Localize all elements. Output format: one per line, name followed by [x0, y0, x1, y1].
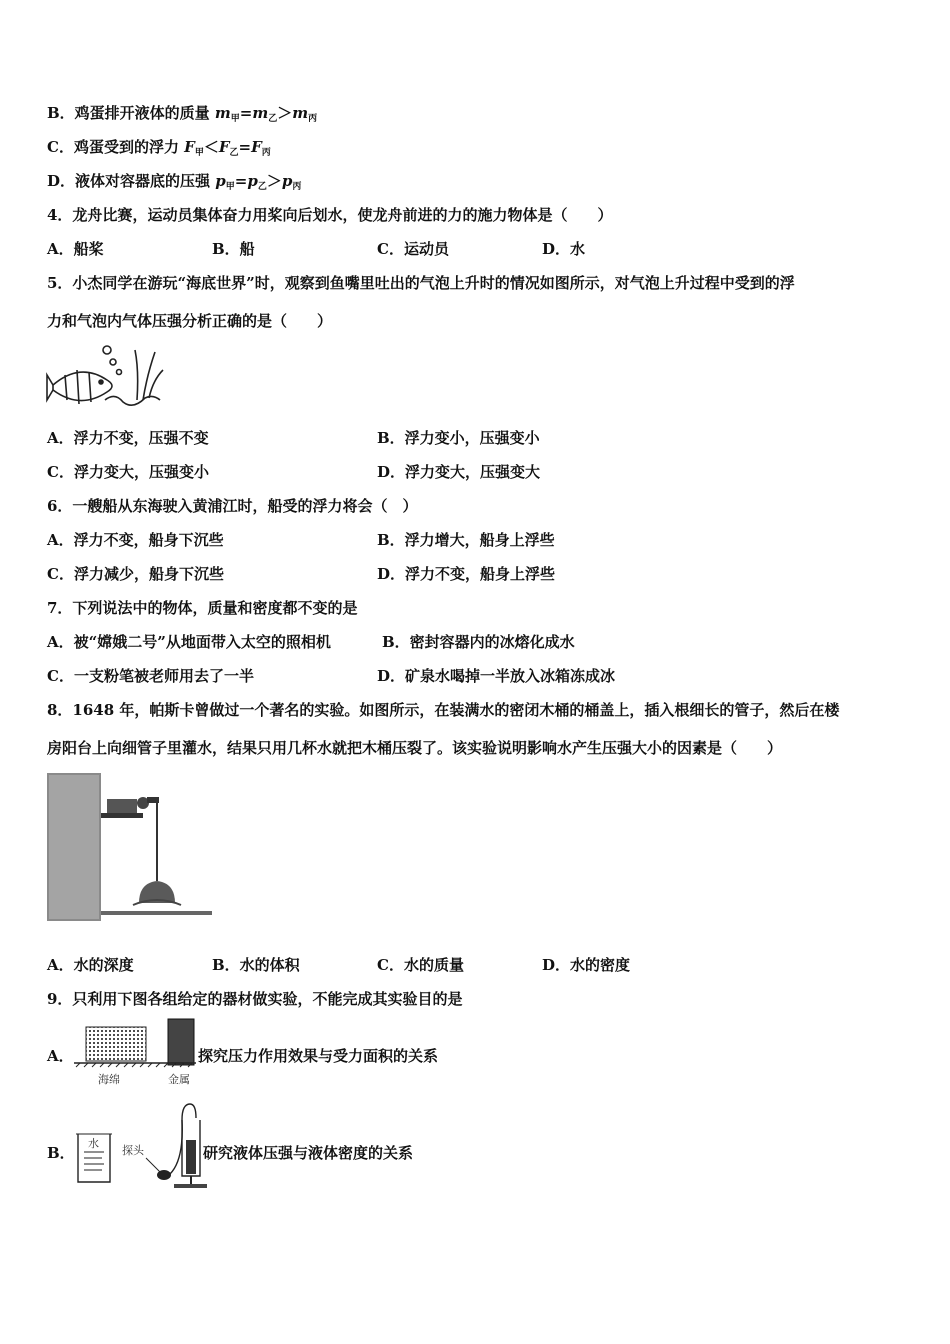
- q3-option-d: D．液体对容器底的压强 $p_甲=p_乙>p_丙$: [47, 172, 302, 192]
- q7-option-b: B．密封容器内的冰熔化成水: [382, 633, 575, 651]
- q9-option-b-label: B．: [47, 1144, 75, 1162]
- q4-option-b: B．船: [212, 240, 255, 258]
- q5-option-c: C．浮力变大，压强变小: [47, 463, 209, 481]
- beaker-manometer-figure: [72, 1100, 207, 1195]
- q6-option-c: C．浮力减少，船身下沉些: [47, 565, 224, 583]
- q7-option-a: A．被“嫦娥二号”从地面带入太空的照相机: [47, 633, 331, 651]
- q3-option-c: C．鸡蛋受到的浮力 $F_甲<F_乙=F_丙$: [47, 138, 271, 158]
- probe-label: 探头: [122, 1144, 144, 1157]
- q5-option-d: D．浮力变大，压强变大: [377, 463, 541, 481]
- q8-option-d: D．水的密度: [542, 956, 631, 974]
- q4-option-d: D．水: [542, 240, 586, 258]
- q8-stem-line1: 8．1648 年，帕斯卡曾做过一个著名的实验。如图所示，在装满水的密闭木桶的桶盖上，插入根细长的管子，然后在楼: [47, 701, 840, 719]
- q9-option-a-text: 探究压力作用效果与受力面积的关系: [198, 1047, 439, 1065]
- q6-option-a: A．浮力不变，船身下沉些: [47, 531, 224, 549]
- q9-option-a-label: A．: [47, 1047, 74, 1065]
- q5-stem-line1: 5．小杰同学在游玩“海底世界”时，观察到鱼嘴里吐出的气泡上升时的情况如图所示，对气泡上升过程中受到的浮: [47, 274, 795, 292]
- q7-option-d: D．矿泉水喝掉一半放入冰箱冻成冰: [377, 667, 616, 685]
- sponge-metal-figure: [72, 1017, 198, 1089]
- q6-stem: 6．一艘船从东海驶入黄浦江时，船受的浮力将会（ ）: [47, 497, 418, 515]
- q8-option-b: B．水的体积: [212, 956, 300, 974]
- q6-option-b: B．浮力增大，船身上浮些: [377, 531, 555, 549]
- q4-stem: 4．龙舟比赛，运动员集体奋力用桨向后划水，使龙舟前进的力的施力物体是（ ）: [47, 206, 613, 224]
- q9-option-b-text: 研究液体压强与液体密度的关系: [203, 1144, 414, 1162]
- q4-option-a: A．船桨: [47, 240, 104, 258]
- q7-option-c: C．一支粉笔被老师用去了一半: [47, 667, 254, 685]
- q5-option-a: A．浮力不变，压强不变: [47, 429, 209, 447]
- q5-stem-line2: 力和气泡内气体压强分析正确的是（ ）: [47, 312, 333, 330]
- q5-option-b: B．浮力变小，压强变小: [377, 429, 540, 447]
- q8-stem-line2: 房阳台上向细管子里灌水，结果只用几杯水就把木桶压裂了。该实验说明影响水产生压强大小的因素是（ ）: [47, 739, 783, 757]
- pascal-barrel-figure: [47, 773, 212, 923]
- q8-option-a: A．水的深度: [47, 956, 134, 974]
- q7-stem: 7．下列说法中的物体，质量和密度都不变的是: [47, 599, 358, 617]
- q8-option-c: C．水的质量: [377, 956, 464, 974]
- q6-option-d: D．浮力不变，船身上浮些: [377, 565, 556, 583]
- q3-option-b: B．鸡蛋排开液体的质量 $m_甲=m_乙>m_丙$: [47, 104, 318, 124]
- sponge-label: 海绵: [98, 1073, 120, 1086]
- q9-stem: 9．只利用下图各组给定的器材做实验，不能完成其实验目的是: [47, 990, 463, 1008]
- q4-option-c: C．运动员: [377, 240, 449, 258]
- fish-bubbles-figure: [45, 340, 165, 415]
- metal-label: 金属: [168, 1073, 190, 1086]
- water-label: 水: [88, 1137, 99, 1150]
